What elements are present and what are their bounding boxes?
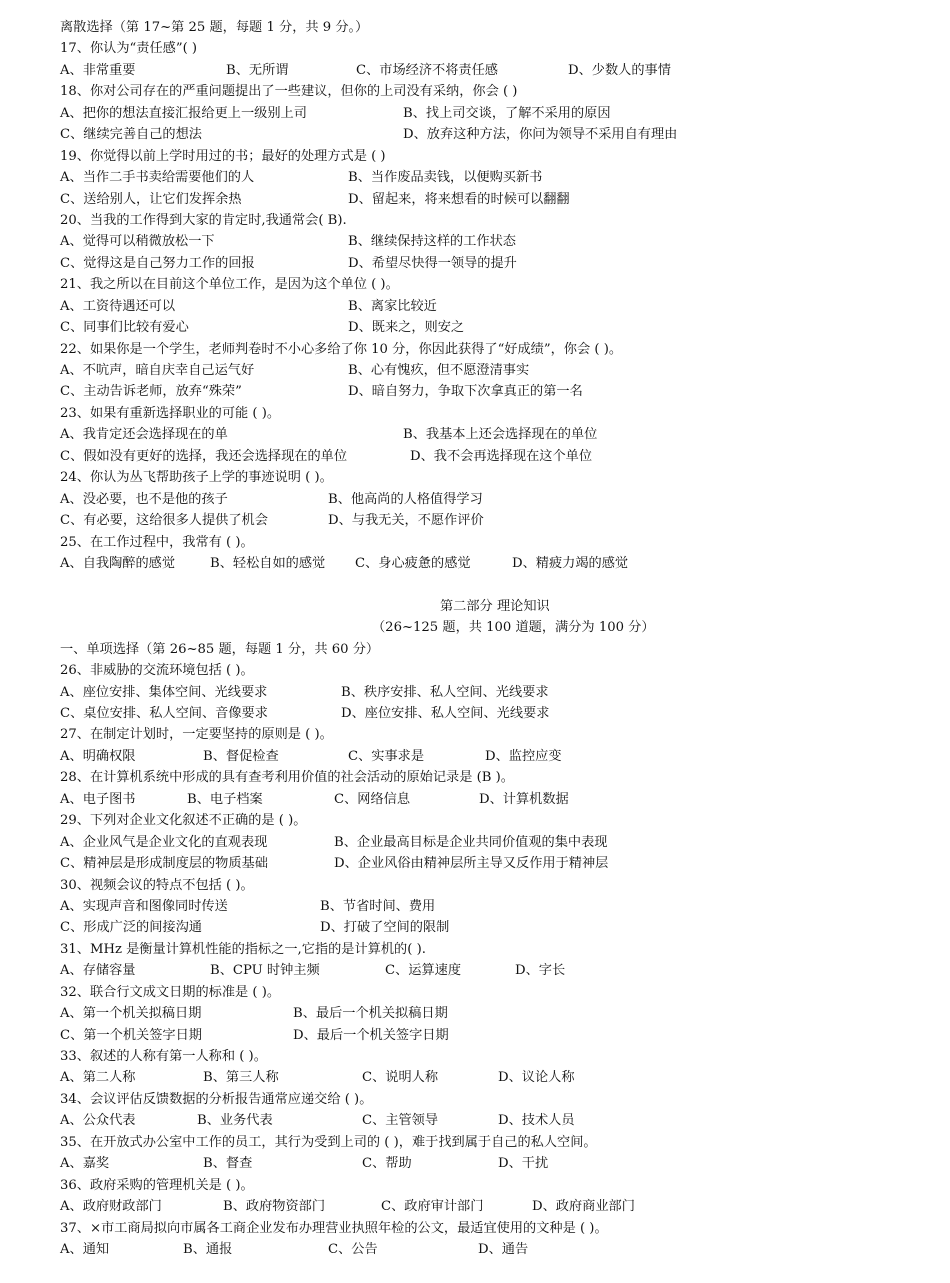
option: B、督查 — [203, 1156, 253, 1172]
option: D、打破了空间的限制 — [320, 920, 450, 936]
option: C、实事求是 — [348, 748, 425, 764]
option: A、觉得可以稍微放松一下 — [60, 234, 215, 250]
option: A、非常重要 — [60, 62, 136, 78]
option: D、干扰 — [498, 1156, 549, 1172]
options-line — [60, 1153, 930, 1174]
option: D、监控应变 — [485, 748, 562, 764]
text-line: 33、叙述的人称有第一人称和 ( )。 — [60, 1049, 267, 1064]
options-line — [60, 253, 930, 274]
text-line: 37、×市工商局拟向市属各工商企业发布办理营业执照年检的公文，最适宜使用的文种是 ( )。 — [60, 1220, 608, 1236]
options-line — [60, 317, 930, 338]
text-line: 19、你觉得以前上学时用过的书；最好的处理方式是 ( ) — [60, 148, 386, 164]
option: D、既来之，则安之 — [348, 320, 465, 336]
option: C、有必要，这给很多人提供了机会 — [60, 513, 268, 529]
option: D、计算机数据 — [479, 791, 569, 807]
option: A、把你的想法直接汇报给更上一级别上司 — [60, 105, 307, 121]
option: D、字长 — [515, 963, 566, 979]
text-line: 31、MHz 是衡量计算机性能的指标之一,它指的是计算机的( ). — [60, 941, 426, 957]
option: D、技术人员 — [498, 1113, 575, 1129]
option: C、形成广泛的间接沟通 — [60, 920, 202, 936]
options-line — [60, 1196, 930, 1217]
option: B、无所谓 — [226, 62, 289, 78]
option: C、身心疲惫的感觉 — [355, 555, 471, 571]
option: C、桌位安排、私人空间、音像要求 — [60, 706, 268, 721]
option: D、与我无关，不愿作评价 — [328, 513, 484, 529]
option: D、放弃这种方法，你问为领导不采用自有理由 — [403, 127, 678, 143]
option: C、精神层是形成制度层的物质基础 — [60, 856, 268, 872]
text-line: 一、单项选择（第 26~85 题，每题 1 分，共 60 分） — [60, 641, 380, 657]
option: B、离家比较近 — [348, 298, 437, 314]
option: A、座位安排、集体空间、光线要求 — [60, 684, 268, 700]
blank-line — [60, 574, 930, 595]
options-line — [60, 103, 930, 124]
options-line — [60, 960, 930, 981]
options-line — [60, 853, 930, 874]
option: D、议论人称 — [498, 1070, 575, 1086]
options-line — [60, 682, 930, 703]
option: C、主管领导 — [362, 1113, 439, 1129]
options-line — [60, 789, 930, 810]
option: C、运算速度 — [385, 963, 462, 979]
options-line — [60, 381, 930, 402]
option: D、通告 — [478, 1241, 529, 1257]
options-line — [60, 296, 930, 317]
option: B、当作废品卖钱，以便购买新书 — [348, 170, 543, 186]
options-line — [60, 189, 930, 210]
text-line: 22、如果你是一个学生，老师判卷时不小心多给了你 10 分，你因此获得了“好成绩”，你会 ( )。 — [60, 341, 623, 357]
option: A、没必要，也不是他的孩子 — [60, 491, 228, 507]
option: D、政府商业部门 — [532, 1199, 635, 1215]
option: D、最后一个机关签字日期 — [293, 1027, 449, 1043]
option: A、第二人称 — [60, 1070, 136, 1086]
heading-text: 第二部分 理论知识 — [440, 598, 550, 614]
options-line — [60, 446, 930, 467]
option: D、座位安排、私人空间、光线要求 — [341, 706, 550, 721]
text-line: 29、下列对企业文化叙述不正确的是 ( )。 — [60, 813, 307, 829]
option: B、最后一个机关拟稿日期 — [293, 1006, 448, 1022]
option: A、通知 — [60, 1241, 110, 1257]
option: C、继续完善自己的想法 — [60, 127, 202, 143]
option: C、第一个机关签字日期 — [60, 1027, 202, 1043]
options-line — [60, 703, 930, 724]
option: B、政府物资部门 — [223, 1199, 326, 1215]
option: C、送给别人，让它们发挥余热 — [60, 191, 242, 207]
options-line — [60, 832, 930, 853]
option: A、公众代表 — [60, 1113, 136, 1129]
option: B、秩序安排、私人空间、光线要求 — [341, 684, 549, 700]
option: A、嘉奖 — [60, 1156, 110, 1172]
option: D、少数人的事情 — [568, 62, 671, 78]
options-line — [60, 746, 930, 767]
options-line — [60, 510, 930, 531]
option: D、希望尽快得一领导的提升 — [348, 255, 517, 271]
options-line — [60, 231, 930, 252]
options-line — [60, 553, 930, 574]
option: A、工资待遇还可以 — [60, 298, 176, 314]
option: B、他高尚的人格值得学习 — [328, 491, 483, 507]
text-line: 25、在工作过程中，我常有 ( )。 — [60, 534, 254, 550]
option: D、留起来，将来想看的时候可以翻翻 — [348, 191, 570, 207]
text-line: 20、当我的工作得到大家的肯定时,我通常会( B). — [60, 212, 347, 228]
option: A、明确权限 — [60, 748, 136, 764]
option: B、第三人称 — [203, 1070, 279, 1086]
option: C、觉得这是自己努力工作的回报 — [60, 255, 255, 271]
option: B、CPU 时钟主频 — [210, 963, 320, 979]
option: D、我不会再选择现在这个单位 — [410, 448, 593, 464]
section-heading — [60, 596, 930, 617]
document-page — [60, 17, 930, 1260]
options-line — [60, 167, 930, 188]
option: A、自我陶醉的感觉 — [60, 555, 176, 571]
heading-text: （26~125 题，共 100 道题，满分为 100 分） — [372, 620, 655, 636]
option: C、主动告诉老师，放弃“殊荣” — [60, 384, 242, 400]
option: B、轻松自如的感觉 — [210, 555, 326, 571]
option: C、同事们比较有爱心 — [60, 320, 189, 336]
option: B、督促检查 — [203, 748, 279, 764]
option: C、公告 — [328, 1241, 378, 1257]
text-line: 30、视频会议的特点不包括 ( )。 — [60, 877, 254, 893]
option: A、第一个机关拟稿日期 — [60, 1006, 202, 1022]
section-heading — [60, 617, 930, 638]
text-line: 21、我之所以在目前这个单位工作，是因为这个单位 ( )。 — [60, 277, 399, 293]
options-line — [60, 489, 930, 510]
text-line: 23、如果有重新选择职业的可能 ( )。 — [60, 405, 281, 421]
option: A、企业风气是企业文化的直观表现 — [60, 834, 268, 850]
option: D、暗自努力，争取下次拿真正的第一名 — [348, 384, 583, 400]
option: C、说明人称 — [362, 1070, 439, 1086]
option: B、找上司交谈，了解不采用的原因 — [403, 105, 611, 121]
options-line — [60, 896, 930, 917]
option: A、存储容量 — [60, 963, 136, 979]
option: A、电子图书 — [60, 791, 136, 807]
text-line: 17、你认为“责任感”( ) — [60, 41, 198, 57]
options-line — [60, 1239, 930, 1260]
option: B、继续保持这样的工作状态 — [348, 234, 516, 250]
text-line: 32、联合行文成文日期的标准是 ( )。 — [60, 984, 281, 1000]
text-line: 34、会议评估反馈数据的分析报告通常应递交给 ( )。 — [60, 1091, 373, 1107]
option: C、网络信息 — [334, 791, 411, 807]
options-line — [60, 1067, 930, 1088]
options-line — [60, 60, 930, 81]
option: B、电子档案 — [187, 791, 263, 807]
option: B、业务代表 — [197, 1113, 273, 1129]
option: C、政府审计部门 — [381, 1199, 484, 1215]
text-line: 28、在计算机系统中形成的具有查考利用价值的社会活动的原始记录是 (B )。 — [60, 770, 514, 786]
option: B、心有愧疚，但不愿澄清事实 — [348, 363, 530, 378]
option: A、政府财政部门 — [60, 1199, 162, 1215]
text-line: 18、你对公司存在的严重问题提出了一些建议，但你的上司没有采纳，你会 ( ) — [60, 84, 518, 100]
option: B、我基本上还会选择现在的单位 — [403, 427, 598, 443]
options-line — [60, 124, 930, 145]
text-line: 36、政府采购的管理机关是 ( )。 — [60, 1177, 254, 1193]
option: C、市场经济不将责任感 — [356, 62, 498, 78]
option: A、实现声音和图像同时传送 — [60, 898, 228, 914]
option: B、节省时间、费用 — [320, 898, 436, 914]
text-line: 26、非威胁的交流环境包括 ( )。 — [60, 663, 254, 679]
options-line — [60, 360, 930, 381]
option: A、不吭声，暗自庆幸自己运气好 — [60, 363, 255, 378]
options-line — [60, 1025, 930, 1046]
option: C、帮助 — [362, 1156, 412, 1172]
options-line — [60, 917, 930, 938]
text-line: 离散选择（第 17~第 25 题，每题 1 分，共 9 分。） — [60, 20, 369, 35]
option: A、我肯定还会选择现在的单 — [60, 427, 228, 443]
options-line — [60, 1003, 930, 1024]
option: B、企业最高目标是企业共同价值观的集中表现 — [334, 834, 608, 850]
option: C、假如没有更好的选择，我还会选择现在的单位 — [60, 448, 348, 464]
text-line: 27、在制定计划时，一定要坚持的原则是 ( )。 — [60, 727, 333, 743]
options-line — [60, 1110, 930, 1131]
options-line — [60, 424, 930, 445]
option: A、当作二手书卖给需要他们的人 — [60, 170, 255, 186]
option: B、通报 — [183, 1241, 233, 1257]
text-line: 35、在开放式办公室中工作的员工，其行为受到上司的 ( )，难于找到属于自己的私人空间。 — [60, 1134, 597, 1150]
option: D、精疲力竭的感觉 — [512, 555, 629, 571]
text-line: 24、你认为丛飞帮助孩子上学的事迹说明 ( )。 — [60, 470, 333, 486]
option: D、企业风俗由精神层所主导又反作用于精神层 — [334, 856, 609, 872]
